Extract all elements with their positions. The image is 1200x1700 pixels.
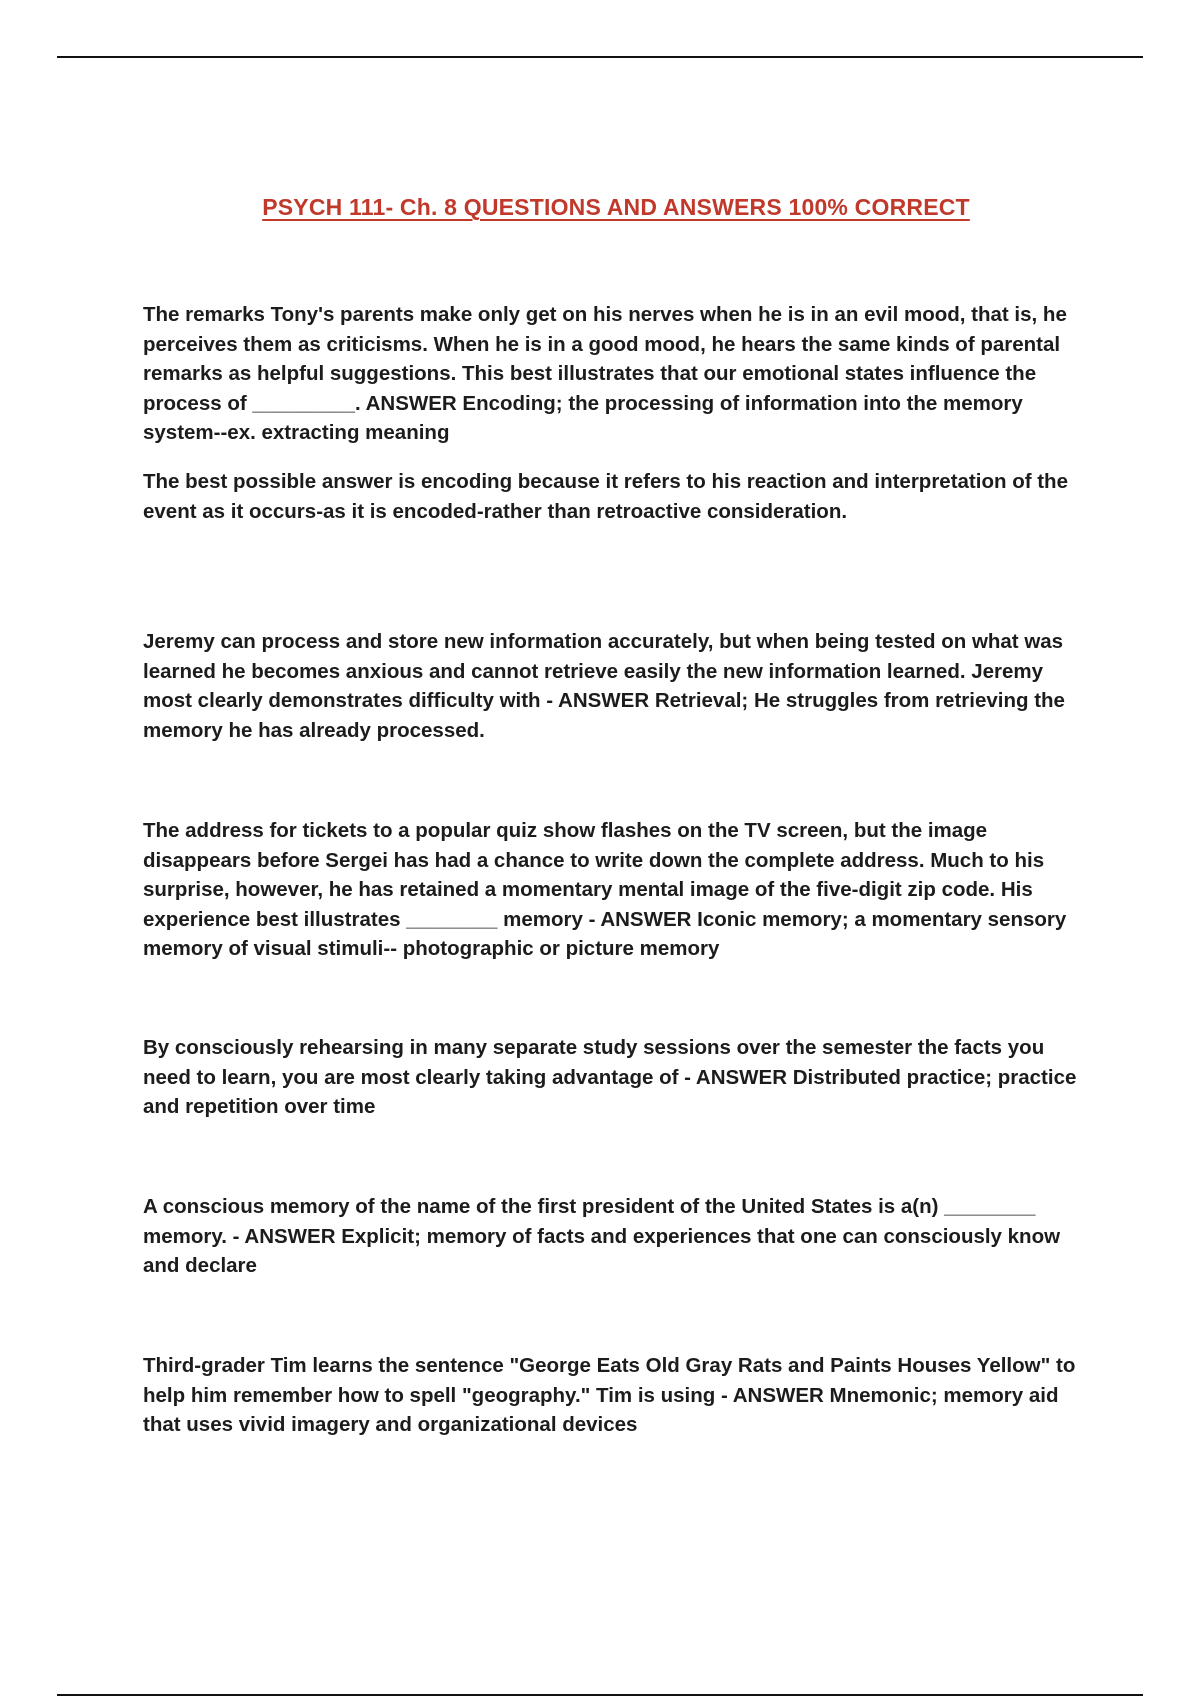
qa-paragraph-explicit-memory: A conscious memory of the name of the first president of the United States is a(n) ________ memory. - ANSWER Explicit; memory of facts and experiences that one can consciously know and declare (143, 1195, 1061, 1277)
qa-paragraph-encoding-explanation: The best possible answer is encoding because it refers to his reaction and interpretation of the event as it occurs-as it is encoded-rather than retroactive consideration. (143, 470, 1068, 523)
qa-paragraph-iconic-memory: The address for tickets to a popular quiz show flashes on the TV screen, but the image disappears before Sergei has had a chance to write down the complete address. Much to his surprise, however, he has retained a momentary mental image of the five-digit zip code. His experience best illustrates ________ memory - ANSWER Iconic memory; a momentary sensory memory of visual stimuli-- photographic or picture memory (143, 819, 1067, 960)
qa-paragraph-encoding: The remarks Tony's parents make only get on his nerves when he is in an evil mood, that is, he perceives them as criticisms. When he is in a good mood, he hears the same kinds of parental remarks as helpful suggestions. This best illustrates that our emotional states influence the process of _________. ANSWER Encoding; the processing of information into the memory system--ex. extracting meaning (143, 303, 1067, 444)
top-rule (57, 56, 1143, 58)
qa-paragraph-retrieval: Jeremy can process and store new information accurately, but when being tested on what was learned he becomes anxious and cannot retrieve easily the new information learned. Jeremy most clearly demonstrates difficulty with - ANSWER Retrieval; He struggles from retrieving the memory he has already processed. (143, 630, 1065, 742)
bottom-rule (57, 1694, 1143, 1696)
qa-paragraph-mnemonic: Third-grader Tim learns the sentence "George Eats Old Gray Rats and Paints Houses Yellow" to help him remember how to spell "geography." Tim is using - ANSWER Mnemonic; memory aid that uses vivid imagery and organizational devices (143, 1354, 1076, 1436)
qa-paragraph-distributed-practice: By consciously rehearsing in many separate study sessions over the semester the facts you need to learn, you are most clearly taking advantage of - ANSWER Distributed practice; practice and repetition over time (143, 1036, 1077, 1118)
document-title: PSYCH 111- Ch. 8 QUESTIONS AND ANSWERS 100% CORRECT (262, 194, 970, 220)
